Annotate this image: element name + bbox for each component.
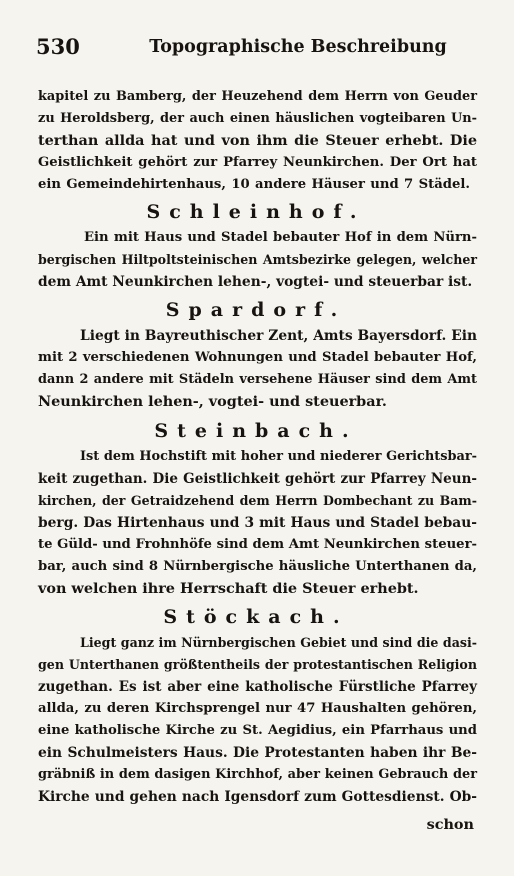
text-line: bergischen Hiltpoltsteinischen Amtsbezirke gelegen, welcher (38, 252, 477, 267)
text-line: Kirche und gehen nach Igensdorf zum Gottesdienst. Ob- (38, 789, 477, 805)
text-line: von welchen ihre Herrschaft die Steuer erhebt. (38, 580, 419, 597)
text-line: Geistlichkeit gehört zur Pfarrey Neunkirchen. Der Ort hat (38, 155, 477, 170)
text-line: kirchen, der Getraidzehend dem Herrn Dombechant zu Bam- (38, 493, 477, 508)
text-line: dann 2 andere mit Städeln versehene Häuser sind dem Amt (38, 372, 477, 387)
text-line: bar, auch sind 8 Nürnbergische häusliche Unterthanen da, (38, 559, 477, 574)
text-line: Ein mit Haus und Stadel bebauter Hof in dem Nürn- (84, 230, 477, 245)
section-heading: Spardorf. (165, 299, 347, 321)
text-line: dem Amt Neunkirchen lehen-, vogtei- und steuerbar ist. (38, 274, 473, 290)
text-line: ein Gemeindehirtenhaus, 10 andere Häuser und 7 Städel. (38, 177, 470, 192)
text-line: Liegt in Bayreuthischer Zent, Amts Bayersdorf. Ein (80, 328, 477, 344)
section-heading: Steinbach. (154, 420, 358, 442)
text-line: Ist dem Hochstift mit hoher und niederer Gerichtsbar- (80, 449, 477, 464)
text-line: Liegt ganz im Nürnbergischen Gebiet und sind die dasi- (80, 635, 477, 650)
text-line: gen Unterthanen größtentheils der protestantischen Religion (38, 657, 477, 672)
text-line: zu Heroldsberg, der auch einen häuslichen vogteibaren Un- (38, 111, 477, 126)
catchword: schon (426, 816, 474, 833)
text-line: allda, zu deren Kirchsprengel nur 47 Haushalten gehören, (38, 701, 477, 716)
text-line: gräbniß in dem dasigen Kirchhof, aber keinen Gebrauch der (38, 767, 477, 782)
text-line: berg. Das Hirtenhaus und 3 mit Haus und Stadel bebau- (38, 515, 477, 531)
text-line: keit zugethan. Die Geistlichkeit gehört zur Pfarrey Neun- (38, 471, 477, 487)
text-line: Neunkirchen lehen-, vogtei- und steuerbar. (38, 393, 387, 410)
text-line: zugethan. Es ist aber eine katholische Fürstliche Pfarrey (38, 679, 477, 695)
text-line: kapitel zu Bamberg, der Heuzehend dem Herrn von Geuder (38, 89, 477, 104)
section-heading: Stöckach. (163, 606, 349, 628)
text-line: mit 2 verschiedenen Wohnungen und Stadel bebauter Hof, (38, 350, 477, 365)
text-line: terthan allda hat und von ihm die Steuer erhebt. Die (38, 132, 477, 149)
running-title: Topographische Beschreibung (149, 37, 447, 57)
page-number: 530 (36, 34, 80, 59)
text-line: ein Schulmeisters Haus. Die Protestanten haben ihr Be- (38, 745, 477, 761)
running-header (36, 32, 476, 62)
text-line: eine katholische Kirche zu St. Aegidius, ein Pfarrhaus und (38, 723, 477, 738)
text-line: te Güld- und Frohnhöfe sind dem Amt Neunkirchen steuer- (38, 537, 477, 552)
section-heading: Schleinhof. (146, 201, 366, 223)
